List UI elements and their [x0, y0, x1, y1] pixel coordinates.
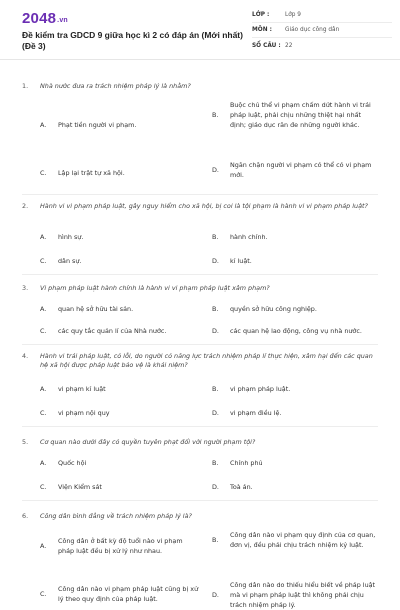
option-letter: C.	[40, 483, 47, 491]
option-letter: D.	[212, 327, 219, 335]
option-d[interactable]	[212, 160, 378, 180]
option-text: Phạt tiền người vi phạm.	[58, 121, 137, 129]
meta-key: SỐ CÂU :	[252, 42, 281, 49]
option-text: Ngăn chặn người vi phạm có thể có vi phạm mới.	[230, 161, 372, 179]
option-letter: A.	[40, 121, 47, 129]
option-text: dân sự.	[58, 257, 82, 265]
option-a[interactable]	[40, 458, 190, 468]
question-header	[22, 352, 378, 370]
option-text: Toà án.	[230, 483, 253, 491]
option-letter: B.	[212, 305, 219, 313]
logo-suffix: .vn	[57, 17, 68, 24]
option-c[interactable]	[40, 168, 190, 178]
option-letter: D.	[212, 166, 219, 174]
option-text: vi phạm pháp luật.	[230, 385, 291, 393]
option-b[interactable]	[212, 384, 378, 394]
site-logo[interactable]	[22, 10, 68, 27]
question-number: 1.	[22, 82, 29, 90]
option-text: Lập lại trật tự xã hội.	[58, 169, 125, 177]
question-number: 3.	[22, 284, 29, 292]
option-d[interactable]	[212, 408, 378, 418]
option-b[interactable]	[212, 304, 378, 314]
option-letter: D.	[212, 409, 219, 417]
option-letter: B.	[212, 233, 219, 241]
option-text: Công dân ở bất kỳ độ tuổi nào vi phạm pháp luật đều bị xử lý như nhau.	[58, 537, 183, 555]
question-number: 5.	[22, 438, 29, 446]
divider	[22, 426, 378, 427]
question-text: Nhà nước đưa ra trách nhiệm pháp lý là nhằm?	[40, 82, 191, 90]
meta-value: 22	[285, 42, 293, 49]
option-text: các quy tắc quản lí của Nhà nước.	[58, 327, 167, 335]
option-d[interactable]	[212, 580, 378, 610]
question-5	[22, 438, 378, 491]
option-c[interactable]	[40, 482, 190, 492]
question-3	[22, 284, 378, 335]
question-6	[22, 512, 378, 609]
option-c[interactable]	[40, 256, 190, 266]
option-letter: A.	[40, 459, 47, 467]
option-c[interactable]	[40, 408, 190, 418]
meta-info	[252, 8, 392, 53]
question-1	[22, 82, 378, 179]
meta-key: LỚP :	[252, 12, 270, 18]
option-a[interactable]	[40, 232, 190, 242]
question-text: Vi phạm pháp luật hành chính là hành vi vi phạm pháp luật xâm phạm?	[40, 284, 270, 292]
divider	[22, 500, 378, 501]
option-text: Quốc hội	[58, 459, 87, 467]
question-number: 6.	[22, 512, 29, 520]
option-text: hình sự.	[58, 233, 84, 241]
option-text: các quan hệ lao động, công vụ nhà nước.	[230, 327, 362, 335]
option-text: Công dân nào vi phạm quy định của cơ quan, đơn vị, đều phải chịu trách nhiệm kỷ luật.	[230, 531, 376, 549]
option-letter: D.	[212, 591, 219, 599]
option-letter: A.	[40, 542, 47, 550]
option-b[interactable]	[212, 458, 378, 468]
option-text: quyền sở hữu công nghiệp.	[230, 305, 317, 313]
option-letter: B.	[212, 536, 219, 544]
option-text: vi phạm nội quy	[58, 409, 110, 417]
question-text: Hành vi trái pháp luật, có lỗi, do người có năng lực trách nhiệm pháp lí thực hiện, xâm hại đến các quan hệ xã hội được pháp luật bảo vệ là khái niệm?	[40, 352, 373, 369]
logo-main: 2048	[22, 10, 57, 27]
option-letter: D.	[212, 483, 219, 491]
option-a[interactable]	[40, 304, 200, 314]
question-text: Hành vi vi phạm pháp luật, gây nguy hiểm cho xã hội, bị coi là tội phạm là hành vi vi phạm pháp luật?	[40, 202, 368, 210]
question-header	[22, 82, 378, 91]
option-d[interactable]	[212, 326, 378, 336]
option-text: kỉ luật.	[230, 257, 252, 265]
option-d[interactable]	[212, 482, 378, 492]
question-text: Công dân bình đẳng về trách nhiệm pháp lý là?	[40, 512, 192, 520]
option-text: Buộc chủ thể vi phạm chấm dứt hành vi trái pháp luật, phải chịu những thiệt hại nhất định; giáo dục răn đe những người khác.	[230, 101, 371, 129]
option-text: quan hệ sở hữu tài sản.	[58, 305, 134, 313]
option-letter: C.	[40, 257, 47, 265]
option-letter: A.	[40, 385, 47, 393]
question-header	[22, 284, 378, 293]
question-header	[22, 438, 378, 447]
option-letter: B.	[212, 111, 219, 119]
option-letter: D.	[212, 257, 219, 265]
option-c[interactable]	[40, 326, 205, 336]
question-header	[22, 512, 378, 521]
meta-value: Lớp 9	[285, 12, 301, 18]
page-title: Đề kiểm tra GDCD 9 giữa học kì 2 có đáp án (Mới nhất) (Đề 3)	[22, 30, 243, 51]
option-d[interactable]	[212, 256, 378, 266]
option-letter: B.	[212, 385, 219, 393]
option-b[interactable]	[212, 530, 378, 550]
question-text: Cơ quan nào dưới đây có quyền tuyên phạt đối với người phạm tội?	[40, 438, 256, 446]
page-header	[0, 0, 400, 60]
question-number: 2.	[22, 202, 29, 210]
option-letter: C.	[40, 590, 47, 598]
meta-row-subject	[252, 23, 392, 38]
option-letter: C.	[40, 169, 47, 177]
option-a[interactable]	[40, 384, 190, 394]
option-letter: C.	[40, 409, 47, 417]
option-text: vi phạm kỉ luật	[58, 385, 106, 393]
option-letter: C.	[40, 327, 47, 335]
option-letter: A.	[40, 305, 47, 313]
option-a[interactable]	[40, 536, 200, 556]
divider	[22, 274, 378, 275]
meta-key: MÔN :	[252, 27, 272, 33]
option-text: vi phạm điều lệ.	[230, 409, 282, 417]
option-text: Viện Kiểm sát	[58, 483, 102, 491]
option-c[interactable]	[40, 584, 200, 604]
option-text: hành chính.	[230, 233, 268, 241]
question-header	[22, 202, 378, 211]
option-b[interactable]	[212, 100, 378, 130]
option-text: Công dân nào vi phạm pháp luật cũng bị xử lý theo quy định của pháp luật.	[58, 585, 199, 603]
meta-value: Giáo dục công dân	[285, 27, 340, 33]
option-b[interactable]	[212, 232, 378, 242]
meta-row-class	[252, 8, 392, 23]
option-letter: A.	[40, 233, 47, 241]
divider	[22, 194, 378, 195]
divider	[22, 344, 378, 345]
question-number: 4.	[22, 352, 29, 360]
option-text: Công dân nào do thiếu hiểu biết về pháp luật mà vi phạm pháp luật thì không phải chịu trách nhiệm pháp lý.	[230, 581, 376, 609]
option-letter: B.	[212, 459, 219, 467]
meta-row-count	[252, 38, 392, 53]
option-text: Chính phủ	[230, 459, 263, 467]
question-4	[22, 352, 378, 417]
question-2	[22, 202, 378, 265]
option-a[interactable]	[40, 120, 190, 130]
